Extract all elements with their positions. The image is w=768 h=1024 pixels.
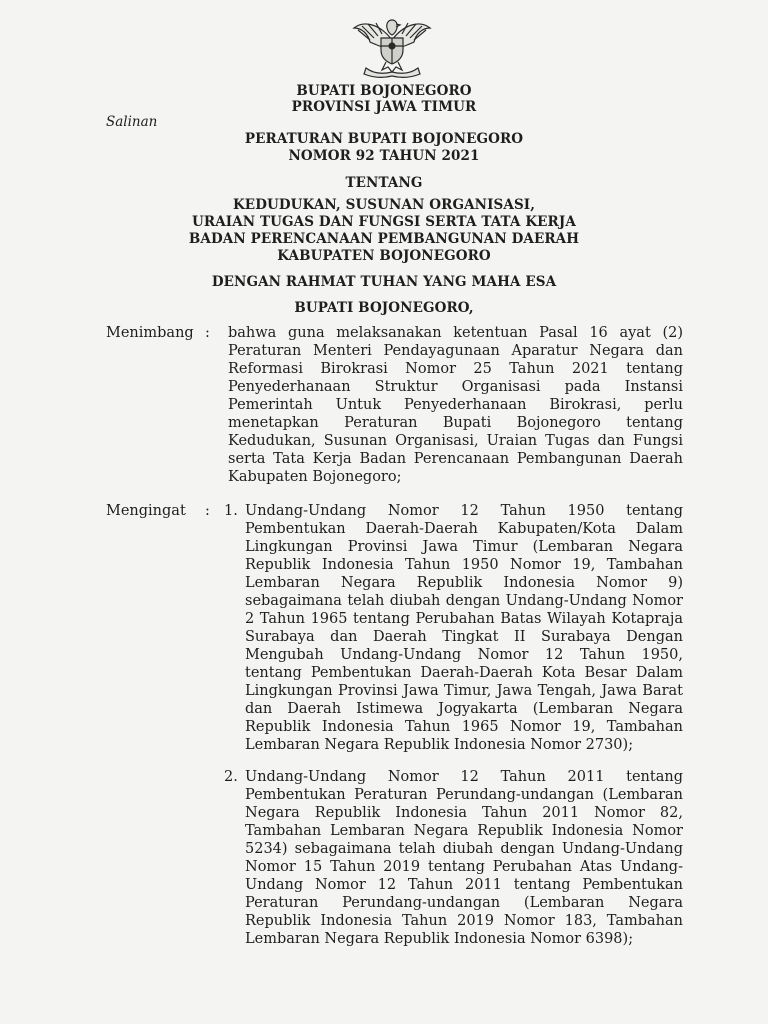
- menimbang-label: Menimbang: [106, 325, 194, 341]
- mengingat-colon: :: [205, 503, 210, 519]
- bupati-heading: BUPATI BOJONEGORO,: [294, 300, 474, 316]
- mengingat-item-text: Undang-Undang Nomor 12 Tahun 2011 tentang Pembentukan Peraturan Perundang-undangan (Lembaran Negara Republik Indonesia Tahun 2011 Nomor 82, Tambahan Lembaran Negara Republik Indonesia Nomor 5234) sebagaimana telah diubah dengan Undang-Undang Nomor 15 Tahun 2019 tentang Perubahan Atas Undang-Undang Nomor 12 Tahun 2011 tentang Pembentukan Peraturan Perundang-undangan (Lembaran Negara Republik Indonesia Tahun 2019 Nomor 183, Tambahan Lembaran Negara Republik Indonesia Nomor 6398);: [245, 769, 683, 947]
- rahmat-heading: DENGAN RAHMAT TUHAN YANG MAHA ESA: [211, 274, 557, 290]
- tentang-heading: TENTANG: [345, 175, 423, 191]
- subject-line: URAIAN TUGAS DAN FUNGSI SERTA TATA KERJA: [192, 214, 576, 230]
- menimbang-text: bahwa guna melaksanakan ketentuan Pasal 16 ayat (2) Peraturan Menteri Pendayagunaan Aparatur Negara dan Reformasi Birokrasi Nomor 25 Tahun 2021 tentang Penyederhanaan Struktur Organisasi pada Instansi Pemerintah Untuk Penyederhanaan Birokrasi, perlu menetapkan Peraturan Bupati Bojonegoro tentang Kedudukan, Susunan Organisasi, Uraian Tugas dan Fungsi serta Tata Kerja Badan Perencanaan Pembangunan Daerah Kabupaten Bojonegoro;: [228, 325, 683, 485]
- mengingat-label: Mengingat: [106, 503, 186, 519]
- regulation-number: NOMOR 92 TAHUN 2021: [288, 148, 480, 164]
- menimbang-colon: :: [205, 325, 210, 341]
- subject-line: KEDUDUKAN, SUSUNAN ORGANISASI,: [232, 197, 536, 213]
- mengingat-item-text: Undang-Undang Nomor 12 Tahun 1950 tentang Pembentukan Daerah-Daerah Kabupaten/Kota Dalam Lingkungan Provinsi Jawa Timur (Lembaran Negara Republik Indonesia Tahun 1950 Nomor 19, Tambahan Lembaran Negara Republik Indonesia Nomor 9) sebagaimana telah diubah dengan Undang-Undang Nomor 2 Tahun 1965 tentang Perubahan Batas Wilayah Kotapraja Surabaya dan Daerah Tingkat II Surabaya Dengan Mengubah Undang-Undang Nomor 12 Tahun 1950, tentang Pembentukan Daerah-Daerah Kota Besar Dalam Lingkungan Provinsi Jawa Timur, Jawa Tengah, Jawa Barat dan Daerah Istimewa Jogyakarta (Lembaran Negara Republik Indonesia Tahun 1965 Nomor 19, Tambahan Lembaran Negara Republik Indonesia Nomor 2730);: [245, 503, 683, 753]
- regulation-title: PERATURAN BUPATI BOJONEGORO: [244, 131, 524, 147]
- header-line2: PROVINSI JAWA TIMUR: [291, 99, 477, 115]
- salinan-label: Salinan: [106, 114, 158, 130]
- header-line1: BUPATI BOJONEGORO: [296, 83, 472, 99]
- garuda-emblem-icon: [350, 14, 434, 80]
- subject-line: KABUPATEN BOJONEGORO: [277, 248, 491, 264]
- mengingat-item-number: 1.: [224, 503, 238, 519]
- subject-line: BADAN PERENCANAAN PEMBANGUNAN DAERAH: [188, 231, 580, 247]
- mengingat-item-number: 2.: [224, 769, 238, 785]
